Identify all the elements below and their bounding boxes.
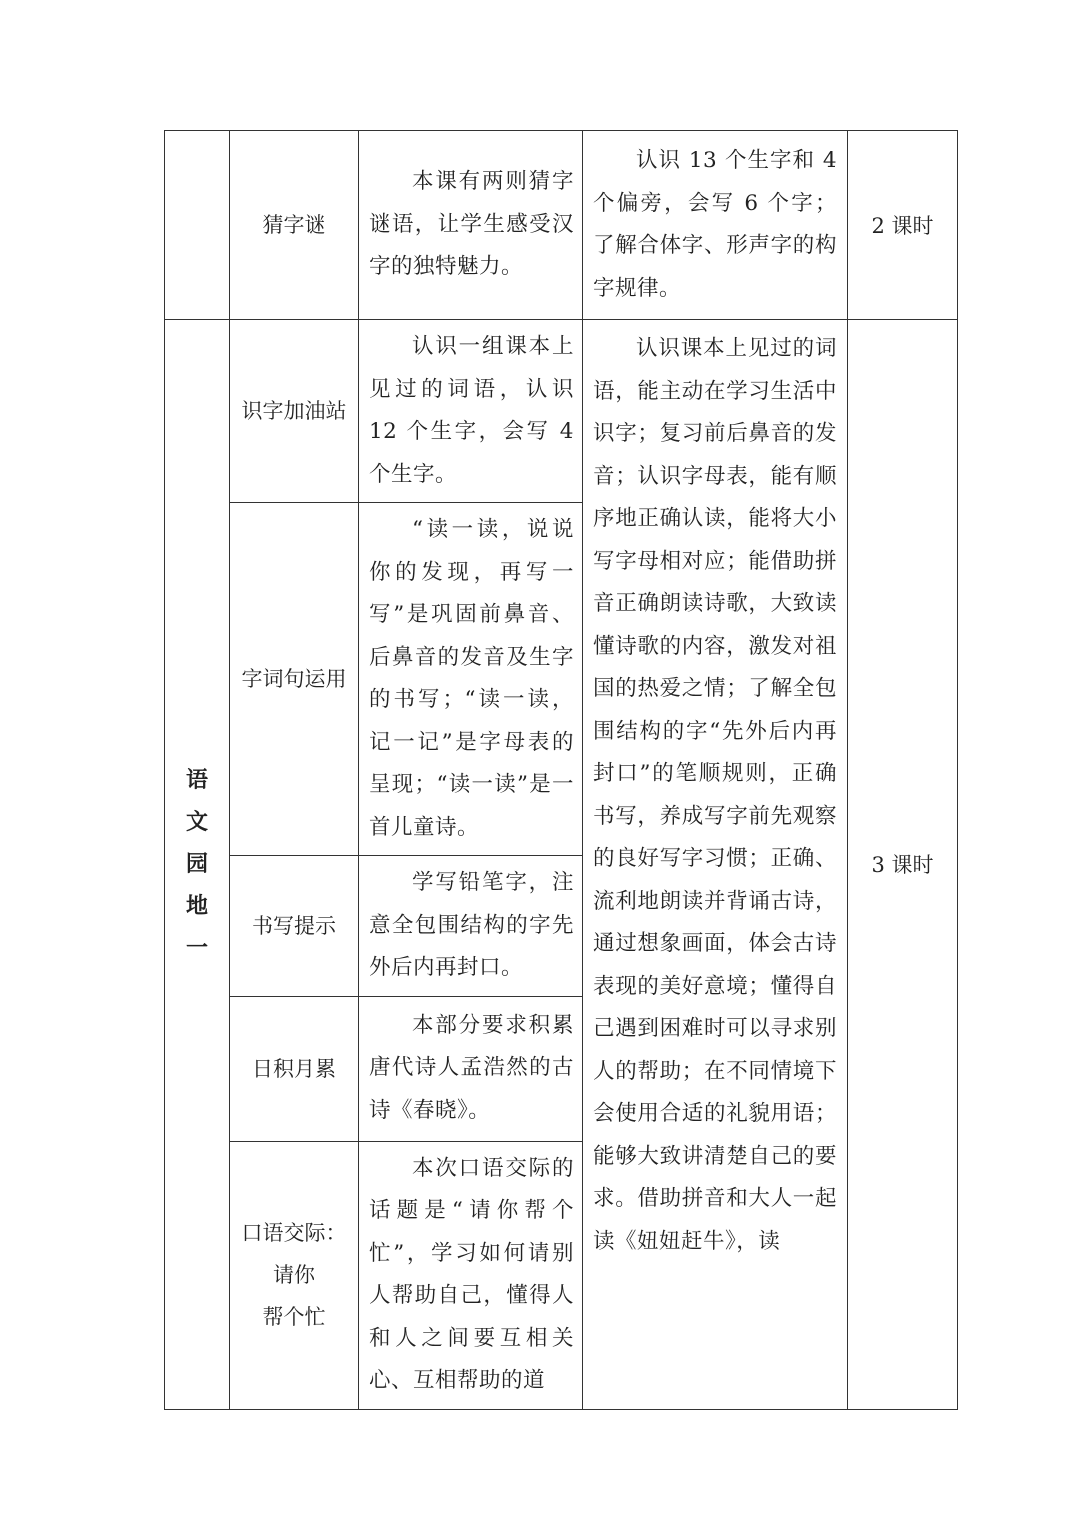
item-name-line: 帮个忙 bbox=[262, 1305, 326, 1329]
item-description-text: 认识一组课本上见过的词语，认识 12 个生字，会写 4 个生字。 bbox=[369, 334, 574, 487]
item-name: 日积月累 bbox=[230, 996, 359, 1141]
item-description bbox=[359, 320, 583, 503]
table-row-riddle bbox=[165, 131, 958, 320]
item-description-text: 本部分要求积累唐代诗人孟浩然的古诗《春晓》。 bbox=[369, 1012, 574, 1123]
item-description-text: “读一读，说说你的发现，再写一写”是巩固前鼻音、后鼻音的发音及生字的书写；“读一读，记一记”是字母表的呈现；“读一读”是一首儿童诗。 bbox=[369, 517, 574, 840]
unit-hours: 3 课时 bbox=[848, 320, 958, 1410]
item-name-multiline bbox=[242, 1212, 347, 1338]
item-name: 识字加油站 bbox=[230, 320, 359, 503]
lesson-plan-table bbox=[164, 130, 958, 1410]
unit-cell-empty bbox=[165, 131, 230, 320]
item-description-text: 学写铅笔字，注意全包围结构的字先外后内再封口。 bbox=[369, 870, 574, 980]
table-row-garden-1 bbox=[165, 320, 958, 503]
item-name-line: 口语交际： bbox=[241, 1221, 347, 1245]
item-description bbox=[359, 856, 583, 997]
lesson-name: 猜字谜 bbox=[230, 131, 359, 320]
lesson-description bbox=[359, 131, 583, 320]
item-name: 字词句运用 bbox=[230, 503, 359, 856]
item-description bbox=[359, 1141, 583, 1409]
item-name-line: 请你 bbox=[273, 1263, 315, 1287]
item-name: 书写提示 bbox=[230, 856, 359, 997]
lesson-goal-text: 认识 13 个生字和 4 个偏旁，会写 6 个字；了解合体字、形声字的构字规律。 bbox=[593, 148, 837, 301]
unit-title-cell bbox=[165, 320, 230, 1410]
item-description bbox=[359, 503, 583, 856]
unit-goal bbox=[583, 320, 848, 1410]
unit-goal-text: 认识课本上见过的词语，能主动在学习生活中识字；复习前后鼻音的发音；认识字母表，能有顺序地正确认读，能将大小写字母相对应；能借助拼音正确朗读诗歌，大致读懂诗歌的内容，激发对祖国的热爱之情；了解全包围结构的字“先外后内再封口”的笔顺规则，正确书写，养成写字前先观察的良好写字习惯；正确、流利地朗读并背诵古诗，通过想象画面，体会古诗表现的美好意境；懂得自己遇到困难时可以寻求别人的帮助；在不同情境下会使用合适的礼貌用语；能够大致讲清楚自己的要求。借助拼音和大人一起读《妞妞赶牛》，读 bbox=[593, 336, 837, 1254]
lesson-hours: 2 课时 bbox=[848, 131, 958, 320]
item-description bbox=[359, 996, 583, 1141]
item-name bbox=[230, 1141, 359, 1409]
lesson-goal bbox=[583, 131, 848, 320]
lesson-description-text: 本课有两则猜字谜语，让学生感受汉字的独特魅力。 bbox=[369, 169, 574, 280]
item-description-text: 本次口语交际的话题是“请你帮个忙”，学习如何请别人帮助自己，懂得人和人之间要互相关心、互相帮助的道 bbox=[369, 1155, 574, 1393]
unit-title: 语文园地一 bbox=[185, 767, 208, 962]
